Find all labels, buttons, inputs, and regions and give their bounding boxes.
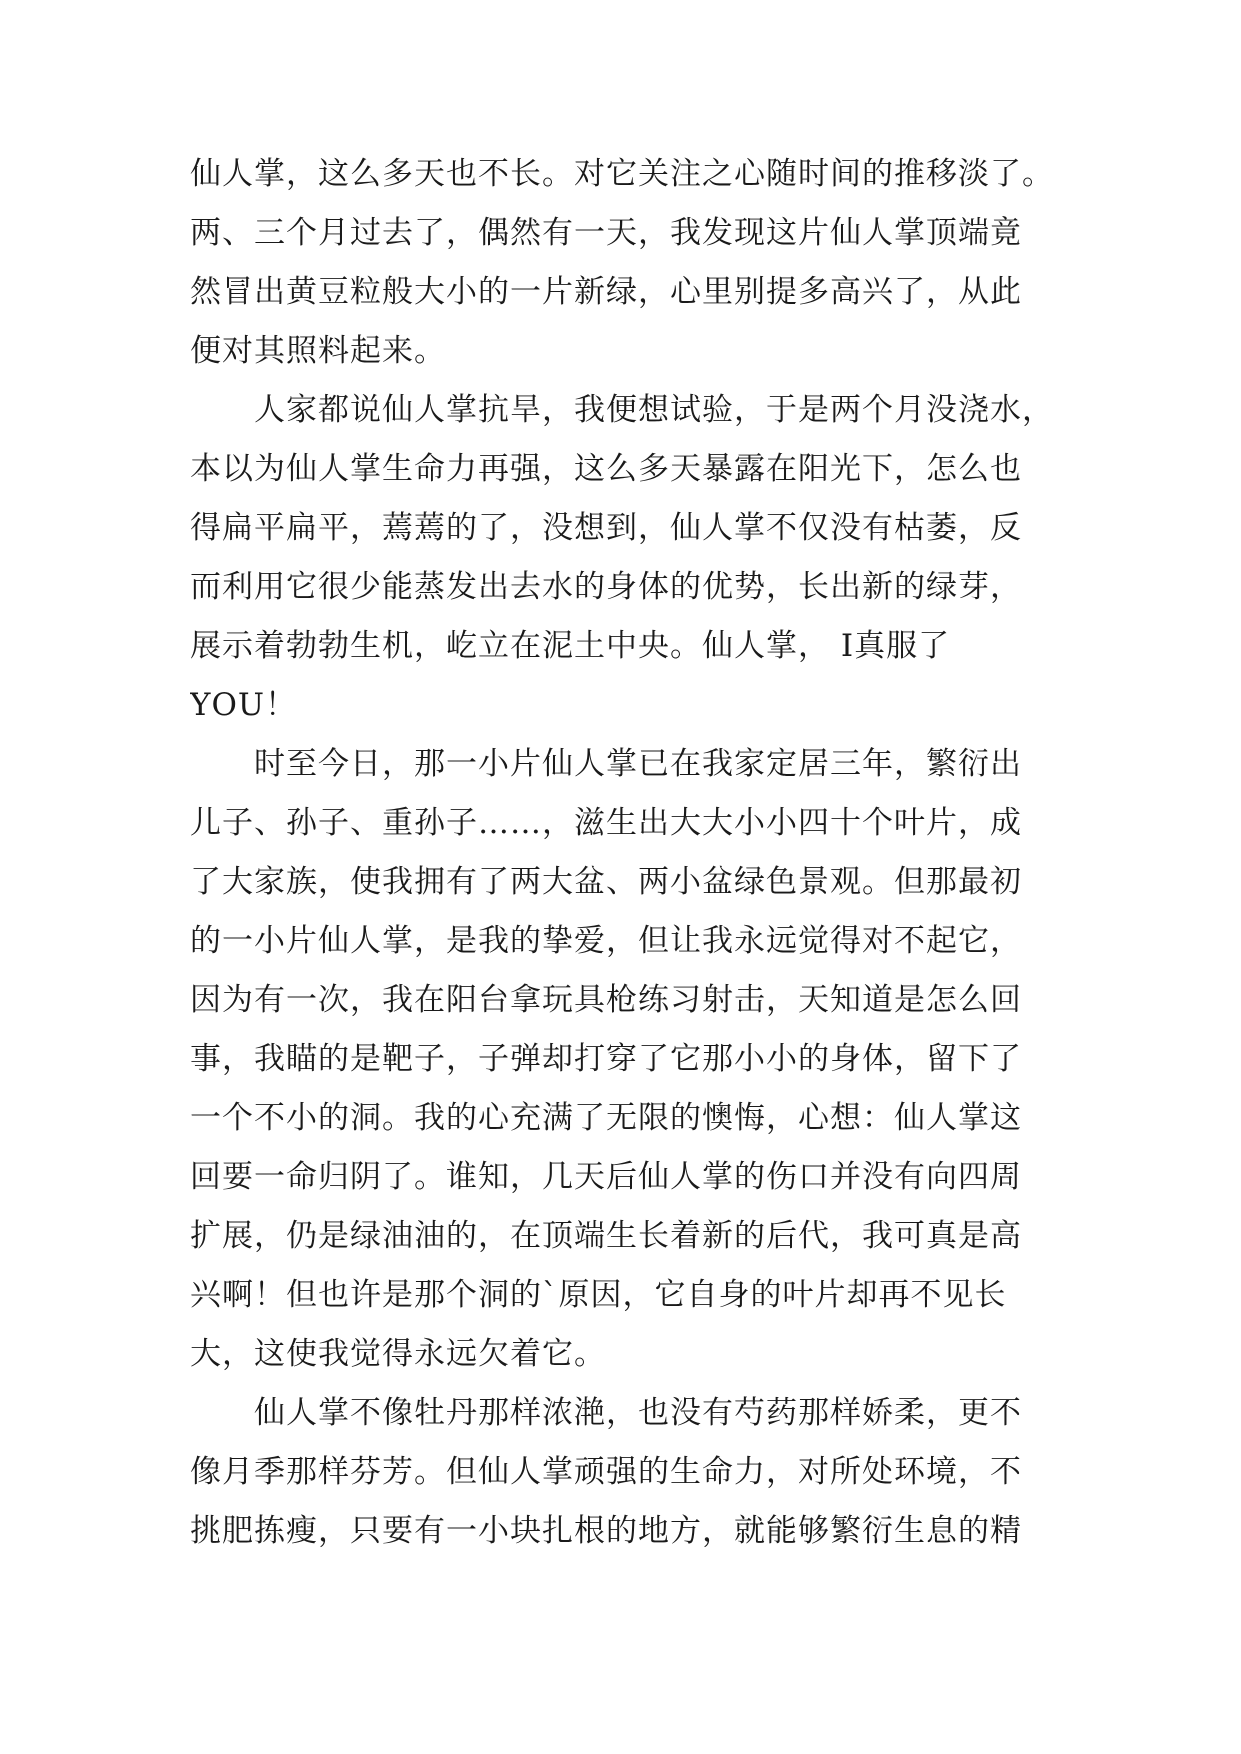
text-line: 得扁平扁平，蔫蔫的了，没想到，仙人掌不仅没有枯萎，反: [190, 510, 1022, 546]
text-line: 大，这使我觉得永远欠着它。: [190, 1336, 606, 1372]
document-body: [190, 145, 1070, 1561]
text-line: 时至今日，那一小片仙人掌已在我家定居三年，繁衍出: [254, 746, 1022, 782]
text-line: 扩展，仍是绿油油的，在顶端生长着新的后代，我可真是高: [190, 1218, 1022, 1254]
paragraph-4: [190, 1384, 1070, 1561]
text-line: 因为有一次，我在阳台拿玩具枪练习射击，天知道是怎么回: [190, 982, 1022, 1018]
text-line: 然冒出黄豆粒般大小的一片新绿，心里别提多高兴了，从此: [190, 274, 1022, 310]
text-line: 兴啊！但也许是那个洞的`原因，它自身的叶片却再不见长: [190, 1277, 1007, 1313]
text-line: 仙人掌不像牡丹那样浓滟，也没有芍药那样娇柔，更不: [254, 1395, 1022, 1431]
text-line: 两、三个月过去了，偶然有一天，我发现这片仙人掌顶端竟: [190, 215, 1022, 251]
text-line: 像月季那样芬芳。但仙人掌顽强的生命力，对所处环境，不: [190, 1454, 1022, 1490]
text-line: 儿子、孙子、重孙子……，滋生出大大小小四十个叶片，成: [190, 805, 1022, 841]
text-line: 的一小片仙人掌，是我的挚爱，但让我永远觉得对不起它，: [190, 923, 1022, 959]
text-line: 人家都说仙人掌抗旱，我便想试验，于是两个月没浇水，: [254, 392, 1054, 428]
text-line: 了大家族，使我拥有了两大盆、两小盆绿色景观。但那最初: [190, 864, 1022, 900]
text-line: YOU！: [190, 687, 298, 723]
paragraph-1: [190, 145, 1070, 381]
text-line: 挑肥拣瘦，只要有一小块扎根的地方，就能够繁衍生息的精: [190, 1513, 1022, 1549]
text-line: 展示着勃勃生机，屹立在泥土中央。仙人掌， I真服了: [190, 628, 951, 664]
text-line: 回要一命归阴了。谁知，几天后仙人掌的伤口并没有向四周: [190, 1159, 1022, 1195]
paragraph-2: [190, 381, 1070, 735]
text-line: 仙人掌，这么多天也不长。对它关注之心随时间的推移淡了。: [190, 156, 1054, 192]
text-line: 本以为仙人掌生命力再强，这么多天暴露在阳光下，怎么也: [190, 451, 1022, 487]
text-line: 事，我瞄的是靶子，子弹却打穿了它那小小的身体，留下了: [190, 1041, 1022, 1077]
text-line: 而利用它很少能蒸发出去水的身体的优势，长出新的绿芽，: [190, 569, 1022, 605]
paragraph-3: [190, 735, 1070, 1384]
text-line: 便对其照料起来。: [190, 333, 446, 369]
text-line: 一个不小的洞。我的心充满了无限的懊悔，心想：仙人掌这: [190, 1100, 1022, 1136]
